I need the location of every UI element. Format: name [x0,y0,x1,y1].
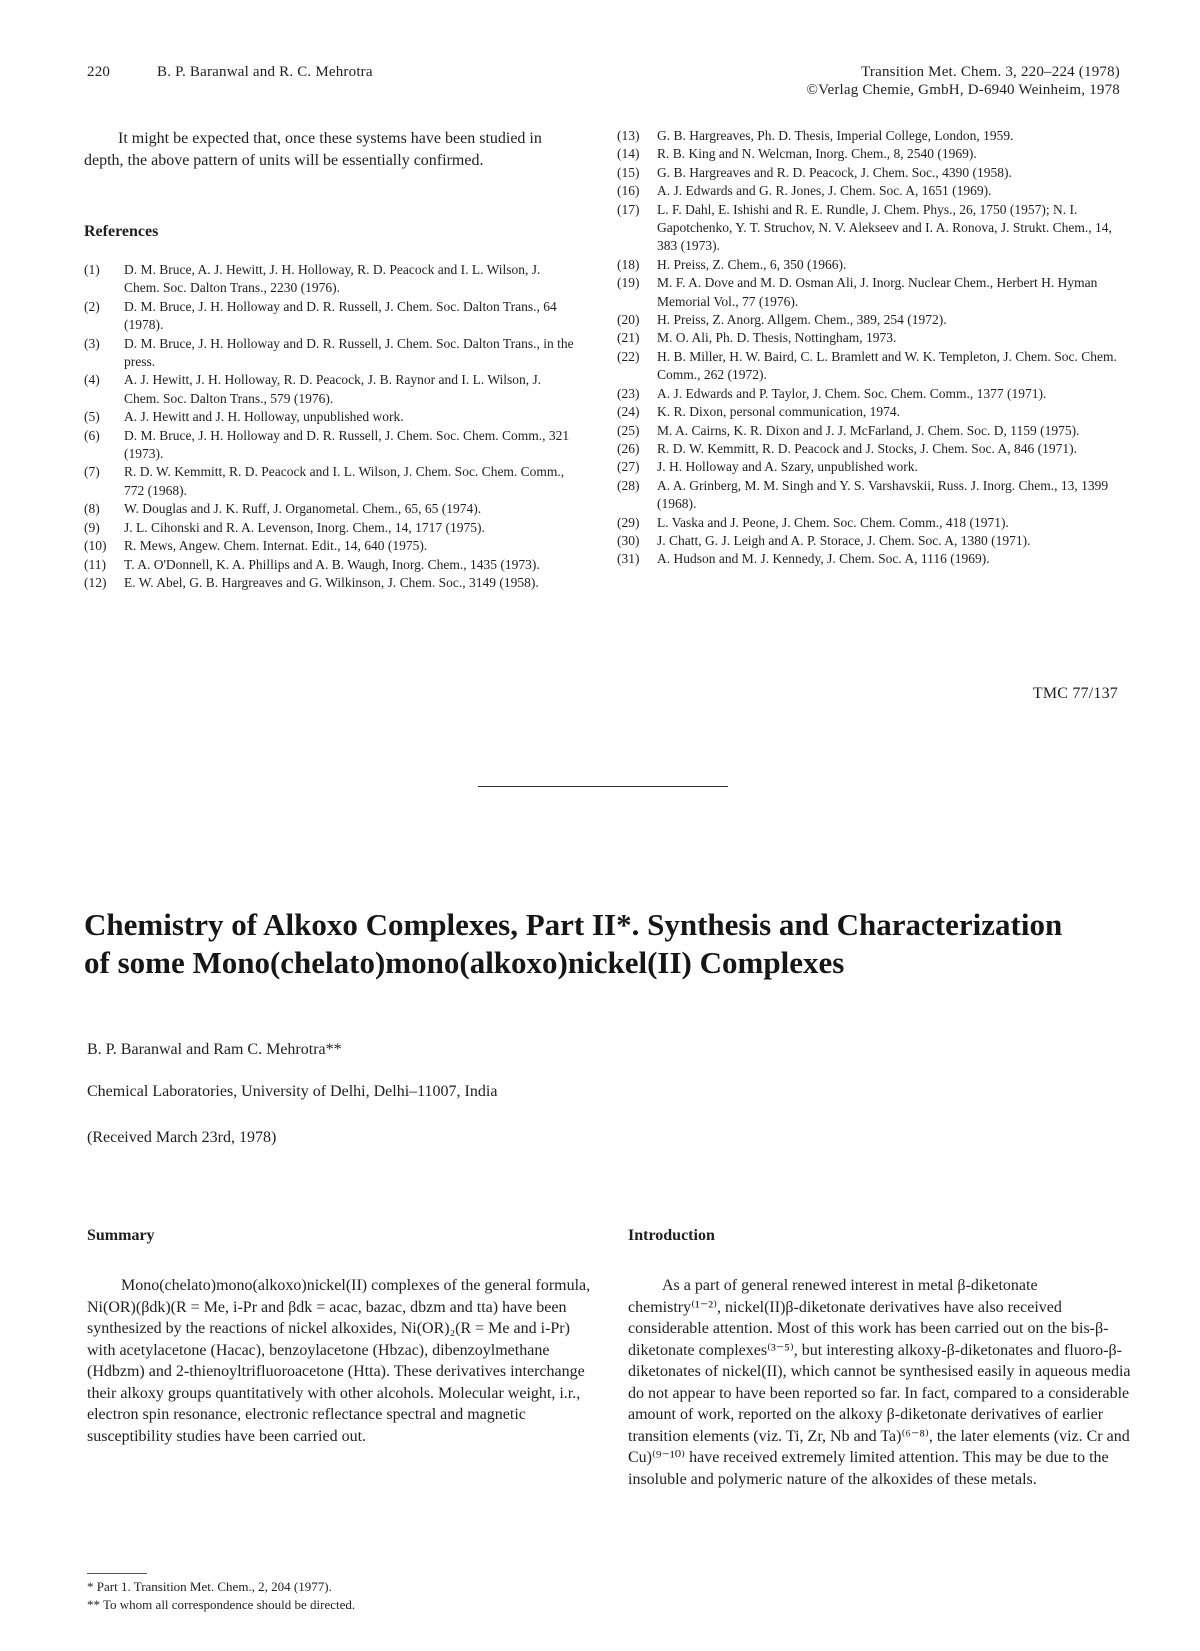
reference-item: (11) T. A. O'Donnell, K. A. Phillips and A. B. Waugh, Inorg. Chem., 1435 (1973). [84,556,540,572]
reference-item: (1) D. M. Bruce, A. J. Hewitt, J. H. Holloway, R. D. Peacock and I. L. Wilson, J. Chem. Soc. Dalton Trans., 2230 (1976). [84,262,541,296]
author-affiliation: Chemical Laboratories, University of Delhi, Delhi–11007, India [87,1083,498,1100]
running-authors: B. P. Baranwal and R. C. Mehrotra [157,64,373,80]
reference-item: (17) L. F. Dahl, E. Ishishi and R. E. Rundle, J. Chem. Phys., 26, 1750 (1957); N. I. Gapotchenko, Y. T. Struchov, N. V. Alekseev and I. A. Ronova, J. Strukt. Chem., 14, 383 (1973). [617,201,1112,254]
reference-item: (14) R. B. King and N. Welcman, Inorg. Chem., 8, 2540 (1969). [617,146,977,162]
received-date: (Received March 23rd, 1978) [87,1129,277,1146]
summary-heading: Summary [87,1227,155,1244]
reference-item: (29) L. Vaska and J. Peone, J. Chem. Soc. Chem. Comm., 418 (1971). [617,514,1009,530]
previous-article-left-column [84,128,579,592]
footnote-correspondence: ** To whom all correspondence should be directed. [87,1597,356,1612]
introduction-text: As a part of general renewed interest in metal β-diketonate chemistry⁽¹⁻²⁾, nickel(II)β-diketonate derivatives have also received considerable attention. Most of this work has been carried out on the bis-β-diketonate complexes⁽³⁻⁵⁾, but interesting alkoxy-β-diketonates and fluoro-β-diketonates of nickel(II), which cannot be synthesised easily in aqueous media do not appear to have been reported so far. In fact, compared to a considerable amount of work, reported on the alkoxy β-diketonate derivatives of earlier transition elements (viz. Ti, Zr, Nb and Ta)⁽⁶⁻⁸⁾, the later elements (viz. Cr and Cu)⁽⁹⁻¹⁰⁾ have received extremely limited attention. This may be due to the insoluble and polymeric nature of the alkoxides of these metals. [628,1277,1131,1488]
reference-item: (3) D. M. Bruce, J. H. Holloway and D. R. Russell, J. Chem. Soc. Dalton Trans., in the press. [84,335,574,370]
reference-item: (5) A. J. Hewitt and J. H. Holloway, unpublished work. [84,409,404,425]
page-number: 220 [87,64,111,80]
references-heading: References [84,223,159,240]
manuscript-code: TMC 77/137 [1032,685,1118,702]
reference-item: (12) E. W. Abel, G. B. Hargreaves and G. Wilkinson, J. Chem. Soc., 3149 (1958). [84,574,539,590]
reference-item: (24) K. R. Dixon, personal communication, 1974. [617,404,900,420]
reference-item: (8) W. Douglas and J. K. Ruff, J. Organometal. Chem., 65, 65 (1974). [84,501,482,517]
introduction-heading: Introduction [628,1227,715,1244]
title-line-2: of some Mono(chelato)mono(alkoxo)nickel(II) Complexes [84,945,845,980]
reference-item: (6) D. M. Bruce, J. H. Holloway and D. R. Russell, J. Chem. Soc. Chem. Comm., 321 (1973). [84,427,570,462]
reference-item: (4) A. J. Hewitt, J. H. Holloway, R. D. Peacock, J. B. Raynor and I. L. Wilson, J. Chem. Soc. Dalton Trans., 579 (1976). [84,372,542,406]
reference-item: (31) A. Hudson and M. J. Kennedy, J. Chem. Soc. A, 1116 (1969). [617,551,990,567]
reference-item: (2) D. M. Bruce, J. H. Holloway and D. R. Russell, J. Chem. Soc. Dalton Trans., 64 (1978). [84,298,557,333]
reference-item: (30) J. Chatt, G. J. Leigh and A. P. Storace, J. Chem. Soc. A, 1380 (1971). [617,532,1031,548]
reference-item: (22) H. B. Miller, H. W. Baird, C. L. Bramlett and W. K. Templeton, J. Chem. Soc. Chem. Comm., 262 (1972). [617,348,1117,383]
introduction-section [628,1227,1133,1490]
journal-citation: Transition Met. Chem. 3, 220–224 (1978) [861,64,1120,80]
closing-paragraph: It might be expected that, once these systems have been studied in depth, the above pattern of units will be essentially confirmed. [84,130,542,169]
reference-item: (28) A. A. Grinberg, M. M. Singh and Y. S. Varshavskii, Russ. J. Inorg. Chem., 13, 1399 (1968). [617,477,1109,512]
reference-item: (15) G. B. Hargreaves and R. D. Peacock, J. Chem. Soc., 4390 (1958). [617,164,1012,180]
reference-item: (25) M. A. Cairns, K. R. Dixon and J. J. McFarland, J. Chem. Soc. D, 1159 (1975). [617,422,1080,438]
footnote-part-one: * Part 1. Transition Met. Chem., 2, 204 (1977). [87,1579,332,1594]
footnote-rule [87,1573,147,1574]
reference-item: (19) M. F. A. Dove and M. D. Osman Ali, J. Inorg. Nuclear Chem., Herbert H. Hyman Memorial Vol., 77 (1976). [617,275,1098,309]
reference-list-right [617,127,1117,569]
reference-item: (7) R. D. W. Kemmitt, R. D. Peacock and I. L. Wilson, J. Chem. Soc. Chem. Comm., 772 (1968). [84,464,565,498]
reference-item: (26) R. D. W. Kemmitt, R. D. Peacock and J. Stocks, J. Chem. Soc. A, 846 (1971). [617,440,1077,456]
title-line-1: Chemistry of Alkoxo Complexes, Part II*. Synthesis and Characterization [84,907,1063,942]
reference-list-left [84,261,579,592]
reference-item: (13) G. B. Hargreaves, Ph. D. Thesis, Imperial College, London, 1959. [617,128,1014,143]
article-authors: B. P. Baranwal and Ram C. Mehrotra** [87,1041,342,1058]
footnotes [87,1578,592,1614]
article-title [84,906,1144,982]
reference-item: (20) H. Preiss, Z. Anorg. Allgem. Chem., 389, 254 (1972). [617,312,947,328]
reference-item: (23) A. J. Edwards and P. Taylor, J. Chem. Soc. Chem. Comm., 1377 (1971). [617,385,1047,401]
summary-text: Mono(chelato)mono(alkoxo)nickel(II) complexes of the general formula, Ni(OR)(βdk)(R = Me, i-Pr and βdk = acac, bazac, dbzm and tta) have been synthesized by the reactions of nickel alkoxides, Ni(OR)₂(R = Me and i-Pr) with acetylacetone (Hacac), benzoylacetone (Hbzac), dibenzoylmethane (Hdbzm) and 2-thienoyltrifluoroacetone (Htta). These derivatives interchange their alkoxy groups quantitatively with other alcohols. Molecular weight, i.r., electron spin resonance, electronic reflectance spectral and magnetic susceptibility studies have been carried out. [87,1277,591,1445]
reference-item: (27) J. H. Holloway and A. Szary, unpublished work. [617,459,918,475]
article-divider [478,786,728,787]
reference-item: (21) M. O. Ali, Ph. D. Thesis, Nottingham, 1973. [617,330,897,346]
reference-item: (18) H. Preiss, Z. Chem., 6, 350 (1966). [617,256,847,272]
reference-item: (10) R. Mews, Angew. Chem. Internat. Edit., 14, 640 (1975). [84,538,428,554]
reference-item: (16) A. J. Edwards and G. R. Jones, J. Chem. Soc. A, 1651 (1969). [617,183,992,199]
summary-section [87,1227,592,1447]
reference-item: (9) J. L. Cihonski and R. A. Levenson, Inorg. Chem., 14, 1717 (1975). [84,519,485,535]
copyright-line: ©Verlag Chemie, GmbH, D-6940 Weinheim, 1978 [806,82,1120,98]
